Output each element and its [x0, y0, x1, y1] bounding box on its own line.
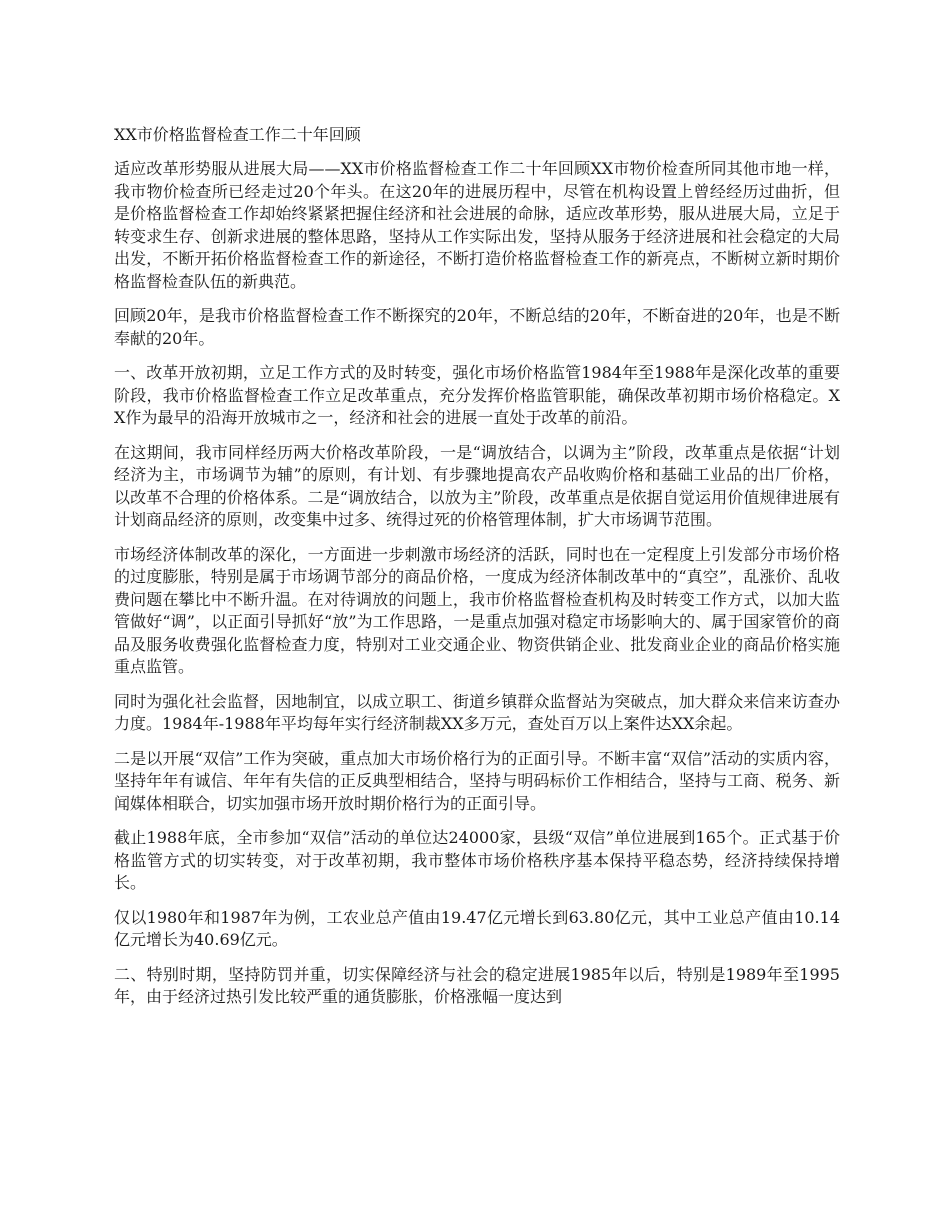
document-title: XX市价格监督检查工作二十年回顾 — [114, 125, 361, 144]
paragraph-1988-results: 截止1988年底，全市参加“双信”活动的单位达24000家，县级“双信”单位进展到165个。正式基于价格监管方式的切实转变，对于改革初期，我市整体市场价格秩序基本保持平稳态势，经济持续保持增长。 — [114, 828, 840, 892]
paragraph-social-supervision: 同时为强化社会监督，因地制宜，以成立职工、街道乡镇群众监督站为突破点，加大群众来信来访查办力度。1984年-1988年平均每年实行经济制裁XX多万元，查处百万以上案件达XX余起。 — [114, 691, 840, 733]
paragraph-review-20-years: 回顾20年，是我市价格监督检查工作不断探究的20年，不断总结的20年，不断奋进的20年，也是不断奉献的20年。 — [114, 306, 840, 348]
paragraph-price-reform-stages: 在这期间，我市同样经历两大价格改革阶段，一是“调放结合，以调为主”阶段，改革重点是依据“计划经济为主，市场调节为辅”的原则，有计划、有步骤地提高农产品收购价格和基础工业品的出厂价格，以改革不合理的价格体系。二是“调放结合，以放为主”阶段，改革重点是依据自觉运用价值规律进展有计划商品经济的原则，改变集中过多、统得过死的价格管理体制，扩大市场调节范围。 — [114, 442, 840, 529]
document-page — [114, 124, 840, 1021]
paragraph-shuangxin-activity: 二是以开展“双信”工作为突破，重点加大市场价格行为的正面引导。不断丰富“双信”活动的实质内容，坚持年年有诚信、年年有失信的正反典型相结合，坚持与明码标价工作相结合，坚持与工商、税务、新闻媒体相联合，切实加强市场开放时期价格行为的正面引导。 — [114, 748, 840, 813]
paragraph-section-1-heading: 一、改革开放初期，立足工作方式的及时转变，强化市场价格监管1984年至1988年是深化改革的重要阶段，我市价格监督检查工作立足改革重点，充分发挥价格监管职能，确保改革初期市场价格稳定。XX作为最早的沿海开放城市之一，经济和社会的进展一直处于改革的前沿。 — [114, 363, 840, 427]
paragraph-output-growth: 仅以1980年和1987年为例，工农业总产值由19.47亿元增长到63.80亿元，其中工业总产值由10.14亿元增长为40.69亿元。 — [114, 907, 840, 949]
paragraph-section-2-heading: 二、特别时期，坚持防罚并重，切实保障经济与社会的稳定进展1985年以后，特别是1989年至1995年，由于经济过热引发比较严重的通货膨胀，价格涨幅一度达到 — [114, 964, 840, 1006]
paragraph-intro: 适应改革形势服从进展大局——XX市价格监督检查工作二十年回顾XX市物价检查所同其他市地一样，我市物价检查所已经走过20个年头。在这20年的进展历程中，尽管在机构设置上曾经经历过曲折，但是价格监督检查工作却始终紧紧把握住经济和社会进展的命脉，适应改革形势，服从进展大局，立足于转变求生存、创新求进展的整体思路，坚持从工作实际出发，坚持从服务于经济进展和社会稳定的大局出发，不断开拓价格监督检查工作的新途径，不断打造价格监督检查工作的新亮点，不断树立新时期价格监督检查队伍的新典范。 — [114, 159, 840, 291]
paragraph-market-economy-reform: 市场经济体制改革的深化，一方面进一步刺激市场经济的活跃，同时也在一定程度上引发部分市场价格的过度膨胀，特别是属于市场调节部分的商品价格，一度成为经济体制改革中的“真空”，乱涨价、乱收费问题在攀比中不断升温。在对待调放的问题上，我市价格监督检查机构及时转变工作方式，以加大监管做好“调”，以正面引导抓好“放”为工作思路，一是重点加强对稳定市场影响大的、属于国家管价的商品及服务收费强化监督检查力度，特别对工业交通企业、物资供销企业、批发商业企业的商品价格实施重点监管。 — [114, 544, 840, 676]
